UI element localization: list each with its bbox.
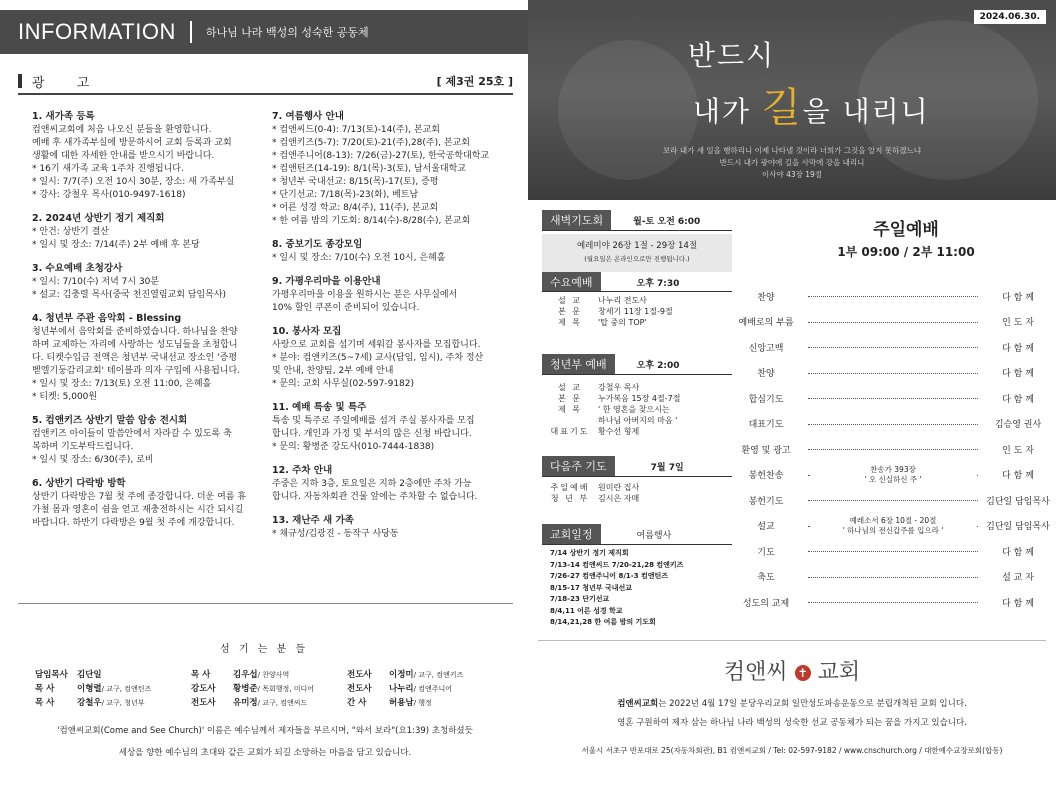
announcement-line: * 채규성/김광진 - 동작구 사당동 bbox=[272, 529, 399, 539]
detail-label: 설 교 bbox=[558, 383, 582, 392]
order-item-leader: 다 함 께 bbox=[1002, 292, 1034, 303]
order-item-name: 대표기도 bbox=[748, 420, 784, 430]
announcement-item bbox=[32, 212, 264, 252]
staff-role: 전도사 bbox=[347, 670, 372, 680]
staff-row bbox=[35, 668, 505, 682]
schedule-item: 7/26-27 컴앤주니어 8/1-3 컴앤틴즈 bbox=[550, 572, 669, 580]
order-item-name: 환영 및 광고 bbox=[741, 445, 791, 456]
staff-role: 담임목사 bbox=[35, 670, 68, 680]
staff-duty: / 교구, 컴앤씨드 bbox=[257, 699, 308, 707]
announcement-line: 생활에 대한 자세한 안내를 받으시기 바랍니다. bbox=[32, 151, 215, 161]
detail-label: 제 목 bbox=[558, 405, 582, 414]
youth-service-time: 오후 2:00 bbox=[636, 360, 680, 371]
order-item-detail bbox=[810, 516, 976, 536]
detail-value: 황수선 형제 bbox=[598, 427, 640, 436]
dotted-leader bbox=[808, 347, 978, 348]
staff-role: 목 사 bbox=[191, 670, 211, 680]
announcement-line: * 티켓: 5,000원 bbox=[32, 392, 98, 402]
order-item-name: 합심기도 bbox=[748, 394, 784, 405]
youth-service-details bbox=[542, 382, 732, 437]
order-item-leader: 김단일 담임목사 bbox=[986, 496, 1050, 507]
logo-text: 컴앤씨 bbox=[723, 660, 788, 685]
announcement-line: 10% 할인 쿠폰이 준비되어 있습니다. bbox=[272, 303, 420, 313]
announcement-item bbox=[32, 262, 264, 302]
staff-duty: / 교구, 컴앤키즈 bbox=[413, 671, 464, 679]
announcement-line: * 강사: 강철우 목사(010-9497-1618) bbox=[32, 190, 186, 200]
announcement-line: * 안건: 상반기 결산 bbox=[32, 227, 109, 237]
staff-member bbox=[347, 682, 503, 696]
order-item-name: 성도의 교제 bbox=[742, 598, 790, 609]
order-item-name: 봉헌찬송 bbox=[748, 471, 784, 481]
church-schedule-list bbox=[550, 548, 740, 629]
announcement-line: 컴앤키즈 아이들이 말씀안에서 자라갈 수 있도록 축 bbox=[32, 429, 232, 439]
section-underline bbox=[542, 291, 732, 292]
wednesday-service-time: 오후 7:30 bbox=[636, 278, 680, 289]
schedule-item: 7/18-23 단기선교 bbox=[550, 595, 610, 603]
order-detail-line: ' 하나님의 전신갑주를 입으라 ' bbox=[842, 525, 944, 535]
announcement-line: 컴앤씨교회에 처음 나오신 분들을 환영합니다. bbox=[32, 125, 212, 135]
detail-value: ' 한 영혼을 찾으시는 bbox=[598, 405, 670, 414]
church-schedule-label: 교회일정 bbox=[542, 524, 601, 544]
header-divider bbox=[18, 93, 513, 95]
detail-row bbox=[542, 317, 732, 328]
dawn-prayer-time: 월-토 오전 6:00 bbox=[633, 216, 701, 227]
announcement-line: * 컴앤주니어(8-13): 7/26(금)-27(토), 한국공학대학교 bbox=[272, 151, 490, 161]
worship-order-row bbox=[728, 592, 1056, 612]
church-schedule-header bbox=[542, 524, 671, 544]
information-subtitle: 하나님 나라 백성의 성숙한 공동체 bbox=[205, 26, 369, 39]
announcement-line: 사랑으로 교회를 섬기며 세워갈 봉사자를 모집합니다. bbox=[272, 340, 481, 350]
announcement-line: 상반기 다락방은 7월 첫 주에 종강합니다. 더운 여름 휴 bbox=[32, 492, 247, 502]
detail-label: 주일예배 bbox=[550, 483, 590, 492]
staff-row bbox=[35, 696, 505, 710]
section-underline bbox=[542, 374, 732, 375]
worship-order-row bbox=[728, 388, 1056, 408]
order-item-name: 예배로의 부름 bbox=[738, 318, 794, 328]
staff-duty: / 교구, 청년부 bbox=[101, 699, 145, 707]
announcement-line: * 한 여름 밤의 기도회: 8/14(수)-8/28(수), 본교회 bbox=[272, 216, 471, 226]
detail-row bbox=[542, 382, 732, 393]
announcement-line: 합니다. 자동차회관 건물 앞에는 주차할 수 없습니다. bbox=[272, 492, 478, 502]
worship-order-row bbox=[728, 363, 1056, 383]
about-line bbox=[538, 695, 1046, 714]
announcement-line: * 단기선교: 7/18(목)-23(화), 베트남 bbox=[272, 190, 419, 200]
staff-member bbox=[191, 682, 347, 696]
about-text: 는 2022년 4월 17일 분당우리교회 일만성도파송운동으로 분립개척된 교회 입니다. bbox=[658, 699, 967, 709]
staff-name: 이형렬 bbox=[77, 684, 102, 694]
order-item-leader: 다 함 께 bbox=[1002, 343, 1034, 354]
logo-text: 교회 bbox=[817, 660, 861, 685]
order-item-leader: 다 함 께 bbox=[1002, 394, 1034, 405]
next-week-prayer-label: 다음주 기도 bbox=[542, 456, 615, 476]
section-underline bbox=[542, 544, 732, 545]
dotted-leader bbox=[808, 373, 978, 374]
detail-label bbox=[542, 415, 598, 426]
volume-number: [ 제3권 25호 ] bbox=[436, 75, 513, 88]
order-item-name: 설교 bbox=[757, 522, 775, 532]
next-week-prayer-header bbox=[542, 456, 684, 476]
announcement-line: 복하며 기도부탁드립니다. bbox=[32, 442, 134, 452]
announcement-line: * 어른 성경 학교: 8/4(주), 11(주), 본교회 bbox=[272, 203, 439, 213]
announcement-line: * 일시 및 장소: 7/14(주) 2부 예배 후 본당 bbox=[32, 240, 200, 250]
detail-value: 누가복음 15장 4절-7절 bbox=[598, 394, 681, 403]
section-marker bbox=[18, 74, 22, 88]
detail-row bbox=[542, 393, 732, 404]
announcement-line: 합니다. 개인과 가정 및 부서의 많은 신청 바랍니다. bbox=[272, 429, 472, 439]
dawn-prayer-label: 새벽기도회 bbox=[542, 210, 611, 230]
information-header bbox=[0, 10, 528, 54]
order-item-leader: 김단일 담임목사 bbox=[986, 522, 1050, 532]
worship-order-row bbox=[728, 567, 1056, 587]
church-desc-line: 세상을 향한 예수님의 초대와 같은 교회가 되길 소망하는 마음을 담고 있습니다. bbox=[118, 748, 412, 758]
section-underline bbox=[542, 476, 732, 477]
staff-name: 김단일 bbox=[77, 670, 102, 680]
announcement-title: 5. 컴앤키즈 상반기 말씀 암송 전시회 bbox=[32, 415, 188, 426]
verse-reference: 이사야 43장 19절 bbox=[761, 170, 823, 179]
announcement-title: 10. 봉사자 모집 bbox=[272, 326, 342, 337]
hero-banner bbox=[528, 0, 1056, 200]
staff-duty: / 행정 bbox=[413, 699, 432, 707]
detail-value: 나누리 전도사 bbox=[598, 296, 647, 305]
wednesday-service-label: 수요예배 bbox=[542, 272, 601, 292]
dawn-passage-text: 예레미야 26장 1절 - 29장 14절 bbox=[576, 241, 698, 251]
announcement-line: * 문의: 교회 사무실(02-597-9182) bbox=[272, 379, 415, 389]
staff-role: 목 사 bbox=[35, 698, 55, 708]
announcement-line: * 컴앤씨드(0-4): 7/13(토)-14(주), 본교회 bbox=[272, 125, 440, 135]
staff-name: 유미정 bbox=[233, 698, 258, 708]
detail-value: 원미란 집사 bbox=[598, 483, 640, 492]
schedule-item: 8/15-17 청년부 국내선교 bbox=[550, 583, 633, 592]
dotted-leader bbox=[808, 577, 978, 578]
youth-service-header bbox=[542, 354, 680, 374]
announcements-divider bbox=[18, 603, 513, 604]
schedule-item: 8/14,21,28 한 여름 밤의 기도회 bbox=[550, 618, 656, 626]
order-item-leader: 김승영 권사 bbox=[994, 420, 1042, 430]
announcement-title: 7. 여름행사 안내 bbox=[272, 111, 344, 122]
staff-name: 강철우 bbox=[77, 698, 102, 708]
announcement-line: 주중은 지하 3층, 토요일은 지하 2층에만 주차 가능 bbox=[272, 479, 472, 489]
order-item-leader: 설 교 자 bbox=[1002, 573, 1034, 583]
announcement-line: * 16기 새가족 교육 1주차 진행됩니다. bbox=[32, 164, 184, 174]
announcement-title: 4. 청년부 주관 음악회 - Blessing bbox=[32, 313, 182, 324]
information-title: INFORMATION bbox=[18, 19, 176, 44]
order-item-name: 기도 bbox=[757, 547, 775, 558]
detail-value: '탑 중의 TOP' bbox=[598, 318, 647, 327]
staff-duty: / 교구, 컴앤틴즈 bbox=[101, 685, 152, 693]
staff-member bbox=[347, 696, 503, 710]
detail-value: 하나님 아버지의 마음 ' bbox=[598, 416, 678, 425]
staff-member bbox=[35, 668, 191, 682]
detail-row bbox=[542, 306, 732, 317]
wednesday-service-header bbox=[542, 272, 679, 292]
staff-name: 황병준 bbox=[233, 684, 258, 694]
staff-role: 전도사 bbox=[191, 698, 216, 708]
church-desc-line: '컴앤씨교회(Come and See Church)' 이름은 예수님께서 제자들을 부르시며, "와서 보라"(요1:39) 초청하셨듯 bbox=[57, 726, 473, 736]
announcement-line: * 문의: 황병준 강도사(010-7444-1838) bbox=[272, 442, 435, 452]
detail-label: 제 목 bbox=[558, 318, 582, 327]
staff-list bbox=[35, 668, 505, 710]
header-separator bbox=[190, 21, 192, 43]
order-item-name: 봉헌기도 bbox=[748, 496, 784, 507]
hero-title-part: 내가 bbox=[693, 95, 762, 128]
order-item-leader: 다 함 께 bbox=[1002, 598, 1034, 609]
sunday-worship-times: 1부 09:00 / 2부 11:00 bbox=[837, 245, 975, 259]
announcement-line: 특송 및 특주로 주일예배를 섬겨 주실 봉사자를 모집 bbox=[272, 416, 475, 426]
cross-icon: ✝ bbox=[795, 665, 811, 681]
worship-order-row bbox=[728, 439, 1056, 459]
staff-role: 전도사 bbox=[347, 684, 372, 694]
order-item-leader: 인 도 자 bbox=[1002, 318, 1034, 328]
wednesday-service-details bbox=[542, 295, 732, 328]
announcement-item bbox=[272, 464, 512, 504]
about-line: 영혼 구원하여 제자 삼는 하나님 나라 백성의 성숙한 선교 공동체가 되는 꿈을 가지고 있습니다. bbox=[617, 718, 967, 728]
detail-label: 대표기도 bbox=[550, 427, 590, 436]
logo-divider bbox=[538, 640, 1046, 641]
worship-order-row bbox=[728, 516, 1056, 536]
staff-member bbox=[35, 682, 191, 696]
staff-title: 섬 기 는 분 들 bbox=[219, 644, 308, 655]
detail-value: 강철우 목사 bbox=[598, 383, 640, 392]
worship-order-row bbox=[728, 286, 1056, 306]
announcement-item bbox=[32, 477, 264, 530]
order-item-name: 축도 bbox=[757, 573, 775, 583]
detail-label: 본 문 bbox=[558, 307, 582, 316]
church-contact-footer: 서울시 서초구 반포대로 25(자동차회관), B1 컴앤씨교회 / Tel: 02-597-9182 / www.cnschurch.org / 대한예수교장로회(합동) bbox=[581, 746, 1003, 755]
order-item-name: 찬양 bbox=[757, 292, 775, 303]
right-page bbox=[528, 0, 1056, 791]
staff-role: 목 사 bbox=[35, 684, 55, 694]
church-logo bbox=[528, 655, 1056, 686]
worship-order-row bbox=[728, 465, 1056, 485]
announcement-line: * 컴앤틴즈(14-19): 8/1(목)-3(토), 남서울대학교 bbox=[272, 164, 466, 174]
announcement-line: 가철 몸과 영혼이 쉼을 얻고 재충전하시는 시간 되시길 bbox=[32, 505, 244, 515]
staff-duty: / 컴앤주니어 bbox=[413, 685, 453, 693]
next-week-prayer-date: 7월 7일 bbox=[650, 462, 684, 473]
staff-duty: / 목회행정, 미디어 bbox=[257, 685, 315, 693]
announcement-item bbox=[272, 110, 512, 228]
detail-row bbox=[542, 415, 732, 426]
detail-value: 창세기 11장 1절-9절 bbox=[598, 307, 673, 316]
hero-title-part: 을 내리니 bbox=[802, 95, 930, 128]
announcement-line: * 청년부 국내선교: 8/15(목)-17(토), 증평 bbox=[272, 177, 439, 187]
next-week-prayer-details bbox=[542, 482, 732, 504]
announcement-line: * 일시 및 장소: 7/13(토) 오전 11:00, 은혜홀 bbox=[32, 379, 212, 389]
section-underline bbox=[542, 230, 732, 231]
dawn-prayer-passage bbox=[542, 234, 732, 272]
staff-name: 이정미 bbox=[389, 670, 414, 680]
order-detail-line: 찬송가 393장 bbox=[870, 464, 916, 474]
order-item-leader: 다 함 께 bbox=[1002, 547, 1034, 558]
detail-row bbox=[542, 295, 732, 306]
order-item-name: 신앙고백 bbox=[748, 343, 784, 354]
church-name: 컴앤씨교회 bbox=[617, 699, 659, 709]
announcement-title: 11. 예배 특송 및 특주 bbox=[272, 402, 367, 413]
announcement-item bbox=[272, 325, 512, 391]
hero-title-highlight: 길 bbox=[762, 85, 803, 131]
dotted-leader bbox=[808, 500, 978, 501]
announcement-line: * 컴앤키즈(5-7): 7/20(토)-21(주),28(주), 본교회 bbox=[272, 138, 470, 148]
announcement-title: 3. 수요예배 초청강사 bbox=[32, 263, 123, 274]
announcement-title: 1. 새가족 등록 bbox=[32, 111, 95, 122]
verse-line: 보라 내가 새 일을 행하리니 이제 나타낼 것이라 너희가 그것을 알지 못하겠느냐 bbox=[662, 146, 922, 155]
hero-title-line2 bbox=[693, 76, 930, 133]
staff-name: 허용남 bbox=[389, 698, 414, 708]
announcement-line: 가평우리마을 이용을 원하시는 분은 사무실에서 bbox=[272, 290, 458, 300]
announcement-item bbox=[32, 312, 264, 404]
announcement-line: * 분야: 컴앤키즈(5~7세) 교사(담임, 임시), 주차 정산 bbox=[272, 353, 484, 363]
announcement-line: * 일시 및 장소: 6/30(주), 로비 bbox=[32, 455, 154, 465]
announcement-item bbox=[272, 514, 512, 541]
staff-member bbox=[347, 668, 503, 682]
detail-value: 김시은 자매 bbox=[598, 494, 640, 503]
announcement-line: * 일시 및 장소: 7/10(수) 오전 10시, 은혜홀 bbox=[272, 253, 446, 263]
staff-duty: / 찬양사역 bbox=[257, 671, 290, 679]
order-item-detail bbox=[810, 465, 976, 485]
bulletin-date: 2024.06.30. bbox=[974, 10, 1046, 24]
announcement-line: 벧엘기둥감리교회' 테이블과 의자 구입에 사용됩니다. bbox=[32, 366, 241, 376]
announcement-item bbox=[272, 275, 512, 315]
staff-name: 김우섭 bbox=[233, 670, 258, 680]
order-item-leader: 다 함 께 bbox=[1002, 369, 1034, 379]
announcement-line: * 일시: 7/10(수) 저녁 7시 30분 bbox=[32, 277, 160, 287]
detail-row bbox=[542, 404, 732, 415]
announcements-column-1 bbox=[32, 110, 264, 540]
announcement-title: 9. 가평우리마을 이용안내 bbox=[272, 276, 381, 287]
dawn-passage-note: (월요일은 온라인으로만 진행됩니다.) bbox=[584, 255, 690, 263]
worship-order-row bbox=[728, 337, 1056, 357]
theme-verse bbox=[528, 145, 1056, 181]
announcements-header bbox=[18, 70, 513, 92]
detail-row bbox=[542, 426, 732, 437]
announcement-line: 하며 교제하는 자리에 사랑하는 성도님들을 초청합니 bbox=[32, 340, 238, 350]
announcement-title: 6. 상반기 다락방 방학 bbox=[32, 478, 126, 489]
staff-member bbox=[191, 668, 347, 682]
announcement-title: 8. 중보기도 종강모임 bbox=[272, 239, 363, 250]
worship-order-row bbox=[728, 414, 1056, 434]
order-item-name: 찬양 bbox=[757, 369, 775, 379]
verse-line: 반드시 내가 광야에 길을 사막에 강을 내리니 bbox=[719, 158, 865, 167]
worship-order-row bbox=[728, 490, 1056, 510]
order-detail-line: 예레소서 6장 10절 - 20절 bbox=[849, 515, 937, 525]
order-detail-line: ' 오 신실하신 주 ' bbox=[864, 474, 922, 484]
dotted-leader bbox=[808, 602, 978, 603]
schedule-item: 8/4,11 어른 성경 학교 bbox=[550, 606, 623, 615]
announcement-line: * 설교: 김충렬 목사(중국 천진열림교회 담임목사) bbox=[32, 290, 227, 300]
detail-label: 청 년 부 bbox=[550, 494, 590, 503]
announcement-item bbox=[272, 401, 512, 454]
detail-label: 본 문 bbox=[558, 394, 582, 403]
church-about bbox=[538, 695, 1046, 733]
church-name-description bbox=[20, 720, 510, 764]
announcement-line: 바랍니다. 하반기 다락방은 9월 첫 주에 개강합니다. bbox=[32, 518, 235, 528]
worship-order-row bbox=[728, 312, 1056, 332]
hero-title-line1: 반드시 bbox=[688, 39, 776, 72]
schedule-item: 7/13-14 컴앤씨드 7/20-21,28 컴앤키즈 bbox=[550, 560, 684, 569]
staff-role: 간 사 bbox=[347, 698, 367, 708]
order-item-leader: 다 함 께 bbox=[1002, 471, 1034, 481]
announcements-column-2 bbox=[272, 110, 512, 551]
announcement-line: 청년부에서 음악회를 준비하였습니다. 하나님을 찬양 bbox=[32, 327, 238, 337]
dotted-leader bbox=[808, 322, 978, 323]
detail-row bbox=[542, 493, 732, 504]
announcement-item bbox=[32, 110, 264, 202]
announcement-title: 13. 재난주 새 가족 bbox=[272, 515, 354, 526]
youth-service-label: 청년부 예배 bbox=[542, 354, 615, 374]
staff-member bbox=[191, 696, 347, 710]
dotted-leader bbox=[808, 296, 978, 297]
dotted-leader bbox=[808, 424, 978, 425]
schedule-item: 7/14 상반기 정기 제직회 bbox=[550, 549, 629, 557]
announcement-item bbox=[32, 414, 264, 467]
order-item-leader: 인 도 자 bbox=[1002, 445, 1034, 456]
dotted-leader bbox=[808, 449, 978, 450]
staff-member bbox=[35, 696, 191, 710]
detail-row bbox=[542, 482, 732, 493]
announcement-line: 예배 후 새가족부실에 방문하시어 교회 등록과 교회 bbox=[32, 138, 232, 148]
announcement-title: 2. 2024년 상반기 정기 제직회 bbox=[32, 213, 165, 224]
dotted-leader bbox=[808, 398, 978, 399]
staff-name: 나누리 bbox=[389, 684, 414, 694]
announcement-item bbox=[272, 238, 512, 265]
announcement-line: 다. 티켓수입금 전액은 청년부 국내선교 장소인 '증평 bbox=[32, 353, 238, 363]
detail-label: 설 교 bbox=[558, 296, 582, 305]
announcement-line: 및 안내, 찬양팀, 2부 예배 안내 bbox=[272, 366, 394, 376]
staff-role: 강도사 bbox=[191, 684, 216, 694]
announcements-label: 광 고 bbox=[32, 75, 104, 91]
announcement-title: 12. 주차 안내 bbox=[272, 465, 333, 476]
worship-order-row bbox=[728, 541, 1056, 561]
announcement-line: * 일시: 7/7(주) 오전 10시 30분, 장소: 새 가족부실 bbox=[32, 177, 235, 187]
church-schedule-subtitle: 여름행사 bbox=[636, 530, 672, 541]
sunday-worship-title: 주일예배 bbox=[873, 220, 939, 240]
staff-row bbox=[35, 682, 505, 696]
dotted-leader bbox=[808, 551, 978, 552]
dawn-prayer-header bbox=[542, 210, 700, 230]
